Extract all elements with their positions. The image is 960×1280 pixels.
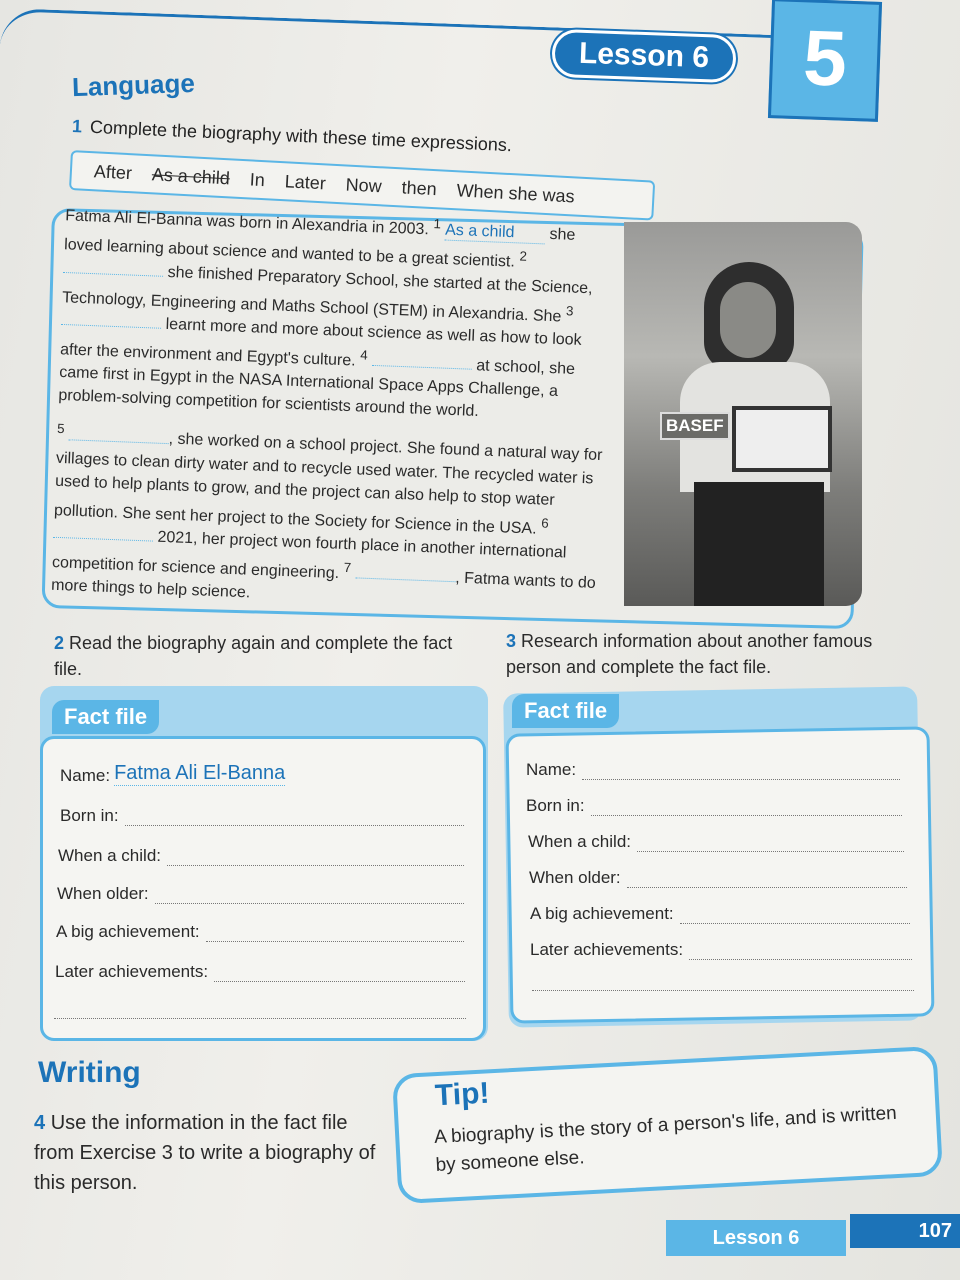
ff2-row[interactable]: Name:	[526, 760, 900, 780]
ff2-extra-line[interactable]	[532, 990, 914, 991]
word: After	[93, 160, 133, 183]
word-used: As a child	[151, 163, 231, 188]
ff1-name: Name: Fatma Ali El-Banna	[60, 762, 286, 785]
word: then	[401, 176, 438, 199]
ff2-row[interactable]: When a child:	[528, 832, 904, 852]
ff2-row[interactable]: A big achievement:	[530, 904, 910, 924]
blank-5[interactable]	[69, 439, 169, 444]
blank-1[interactable]: As a child	[445, 222, 546, 245]
ff2-row[interactable]: Born in:	[526, 796, 902, 816]
page-number: 107	[850, 1214, 960, 1248]
exercise-2-instruction: 2 Read the biography again and complete the fact file.	[54, 633, 453, 679]
exercise-4-instruction: 4 Use the information in the fact file from Exercise 3 to write a biography of this person.	[34, 1112, 376, 1194]
exercise-1-instruction: 1 Complete the biography with these time expressions.	[71, 116, 513, 156]
ff1-row[interactable]: Born in:	[60, 806, 464, 826]
exercise-3-instruction: 3 Research information about another famous person and complete the fact file.	[506, 631, 873, 677]
biography-text: Fatma Ali El-Banna was born in Alexandria in 2003. $^1$ As a child she loved learning about science and wanted to be a great scientist. $^2$ she finished Preparatory School, she started at the Science, Technology, Engineering and Maths School (STEM) in Alexandria. She $^3$ learnt more and more about science as well as how to look after the environment and Egypt's culture. $^4$ at school, she came first in Egypt in the NASA International Space Apps Challenge, a problem-solving competition for scientists around the world. $^5$ , she worked on a school project. She found a natural way for villages to clean dirty water and to recycle used water. The recycled water is used to help plants to grow, and the project can also help to stop water pollution. She sent her project to the Society for Science in the USA. $^6$ 2021, her project won fourth place in another international competition for science and engineering. $^7$ , Fatma wants to do more things to help science.	[50, 207, 603, 602]
tip-text: A biography is the story of a person's life, and is written by someone else.	[433, 1102, 898, 1176]
certificate	[732, 406, 832, 472]
ff1-row[interactable]: When a child:	[58, 846, 464, 866]
word: Later	[284, 170, 327, 193]
word: When she was	[456, 179, 576, 206]
word: In	[249, 168, 266, 190]
ff2-row[interactable]: Later achievements:	[530, 940, 912, 960]
ff1-row[interactable]: When older:	[57, 884, 464, 904]
writing-title: Writing	[38, 1056, 141, 1089]
tip-title: Tip!	[434, 1076, 491, 1113]
photo-fatma	[624, 222, 862, 606]
face	[720, 282, 776, 358]
blank-7[interactable]	[355, 578, 455, 583]
unit-number: 5	[768, 0, 882, 122]
section-title: Language	[71, 67, 196, 103]
word: Now	[345, 173, 383, 196]
ff2-row[interactable]: When older:	[529, 868, 907, 888]
ff1-row[interactable]: Later achievements:	[55, 962, 465, 982]
basef-logo: BASEF	[660, 412, 730, 440]
fact-file-2-title: Fact file	[512, 694, 619, 728]
ff1-extra-line[interactable]	[54, 1018, 466, 1019]
footer-lesson: Lesson 6	[666, 1220, 846, 1256]
blank-3[interactable]	[61, 324, 161, 329]
blank-4[interactable]	[372, 365, 472, 370]
blank-6[interactable]	[53, 537, 153, 542]
blank-2[interactable]	[63, 272, 163, 277]
ff1-row[interactable]: A big achievement:	[56, 922, 464, 942]
fact-file-1-title: Fact file	[52, 700, 159, 734]
skirt	[694, 482, 824, 606]
lesson-badge: Lesson 6	[551, 29, 737, 83]
